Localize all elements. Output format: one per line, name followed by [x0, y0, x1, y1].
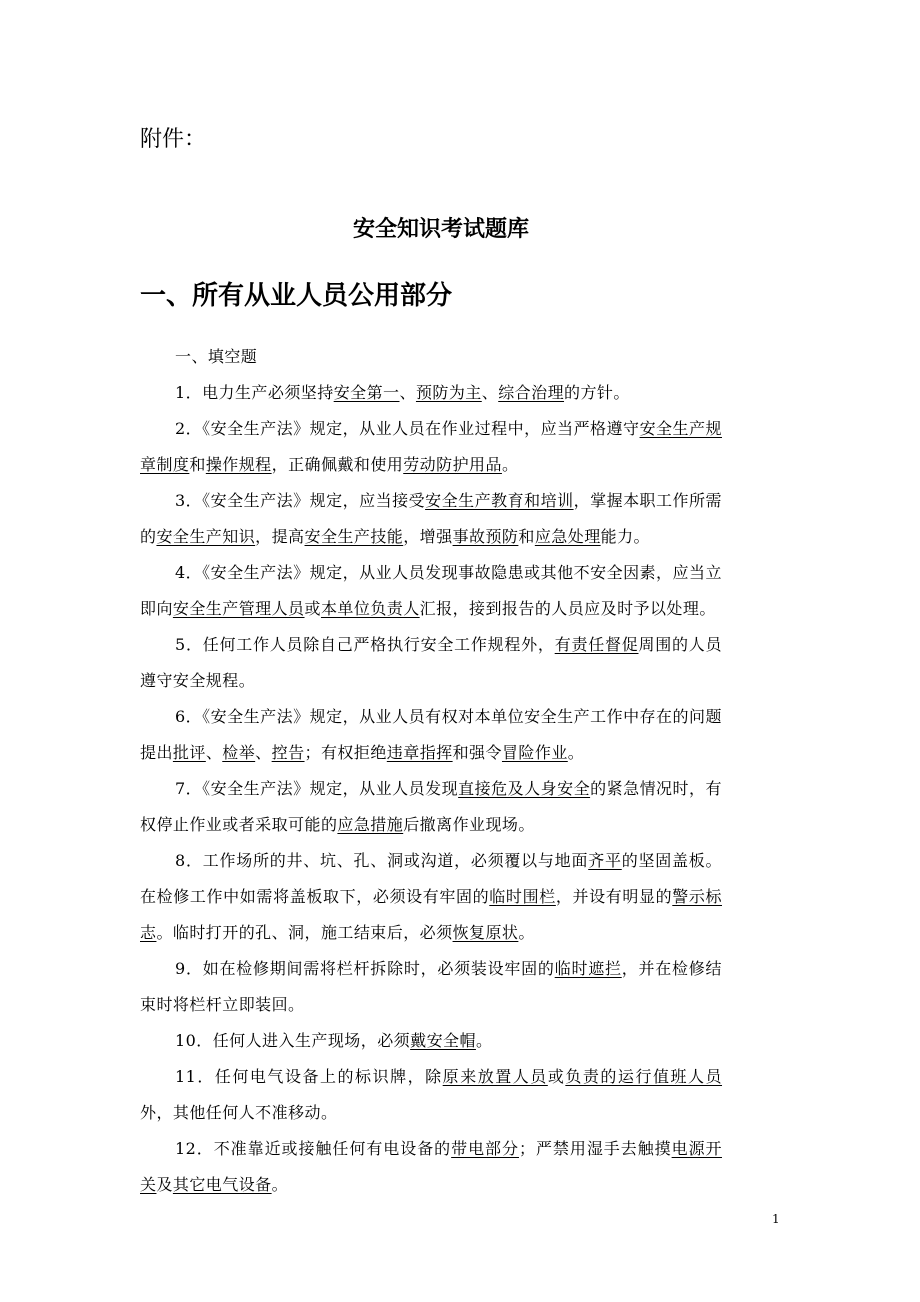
question-text: 周围的人员遵守安全规程。 — [140, 635, 722, 690]
question-text: 外，其他任何人不准移动。 — [140, 1103, 338, 1122]
question-list — [140, 375, 722, 1203]
question-text: 或 — [304, 599, 321, 618]
question-text: ，并在检修结束时将栏杆立即装回。 — [140, 959, 722, 1014]
question-item — [140, 375, 722, 411]
question-text: 。 — [271, 1175, 289, 1194]
answer-blank: 带电部分 — [451, 1139, 519, 1158]
question-text: 。 — [567, 743, 585, 762]
question-text: ，正确佩戴和使用 — [271, 455, 404, 474]
question-text: 9．如在检修期间需将栏杆拆除时，必须装设牢固的 — [175, 959, 555, 978]
attachment-label: 附件： — [140, 127, 207, 152]
question-text: 7．《安全生产法》规定，从业人员发现 — [175, 779, 459, 798]
answer-blank: 安全生产知识 — [156, 527, 256, 546]
question-item — [140, 411, 722, 483]
answer-blank: 劳动防护用品 — [403, 455, 502, 474]
section-heading: 一、所有从业人员公用部分 — [140, 281, 453, 311]
question-text: 或 — [547, 1067, 566, 1086]
answer-blank: 事故预防 — [452, 527, 519, 546]
question-text: ；有权拒绝 — [304, 743, 387, 762]
answer-blank: 安全第一 — [333, 383, 400, 402]
answer-blank: 直接危及人身安全 — [458, 779, 591, 798]
answer-blank: 本单位负责人 — [320, 599, 420, 618]
question-text: ，增强 — [403, 527, 453, 546]
question-item — [140, 483, 722, 555]
question-item — [140, 771, 722, 843]
question-text: 汇报，接到报告的人员应及时予以处理。 — [419, 599, 716, 618]
subsection-heading: 一、填空题 — [175, 347, 258, 366]
answer-blank: 控告 — [271, 743, 305, 762]
question-text: ；严禁用湿手去触摸 — [518, 1139, 672, 1158]
question-text: 的紧急情况时，有权停止作业或者采取可能的 — [140, 779, 722, 834]
question-text: 后撤离作业现场。 — [403, 815, 535, 834]
question-text: 、 — [481, 383, 499, 402]
question-text: 10．任何人进入生产现场，必须 — [175, 1031, 411, 1050]
answer-blank: 齐平 — [588, 851, 622, 870]
document-body — [140, 339, 722, 1203]
question-item — [140, 627, 722, 699]
question-item — [140, 555, 722, 627]
question-text: ，并设有明显的 — [555, 887, 673, 906]
question-text: ，提高 — [255, 527, 305, 546]
question-text: ，掌握本职工作所需的 — [140, 491, 722, 546]
answer-blank: 安全生产教育和培训 — [425, 491, 574, 510]
question-text: 。 — [518, 923, 535, 942]
question-text: 6．《安全生产法》规定，从业人员有权对本单位安全生产工作中存在的问题提出 — [140, 707, 722, 762]
answer-blank: 警示标志 — [140, 887, 722, 942]
answer-blank: 恢复原状 — [452, 923, 519, 942]
answer-blank: 有责任督促 — [554, 635, 639, 654]
question-text: 的坚固盖板。在检修工作中如需将盖板取下，必须设有牢固的 — [140, 851, 723, 906]
document-title: 安全知识考试题库 — [352, 216, 529, 242]
question-item — [140, 843, 722, 951]
question-item — [140, 1023, 722, 1059]
question-text: 1．电力生产必须坚持 — [175, 383, 334, 402]
answer-blank: 其它电气设备 — [172, 1175, 272, 1194]
question-item — [140, 951, 722, 1023]
answer-blank: 违章指挥 — [386, 743, 453, 762]
question-text: 和强令 — [452, 743, 502, 762]
question-text: 5．任何工作人员除自己严格执行安全工作规程外， — [175, 635, 555, 654]
answer-blank: 原来放置人员 — [442, 1067, 548, 1086]
question-text: 12．不准靠近或接触任何有电设备的 — [175, 1139, 452, 1158]
answer-blank: 应急措施 — [337, 815, 404, 834]
question-text: 、 — [399, 383, 416, 402]
question-text: 能力。 — [600, 527, 651, 546]
answer-blank: 批评 — [172, 743, 206, 762]
question-text: 11．任何电气设备上的标识牌，除 — [175, 1067, 443, 1086]
answer-blank: 临时围栏 — [489, 887, 556, 906]
question-item — [140, 1059, 722, 1131]
answer-blank: 预防为主 — [415, 383, 482, 402]
question-text: 。 — [501, 455, 519, 474]
answer-blank: 安全生产规章制度 — [140, 419, 722, 474]
answer-blank: 戴安全帽 — [410, 1031, 476, 1050]
question-text: 。 — [475, 1031, 493, 1050]
question-text: 的方针。 — [564, 383, 630, 402]
question-text: 和 — [189, 455, 206, 474]
answer-blank: 负责的运行值班人员 — [565, 1067, 723, 1086]
question-text: 、 — [205, 743, 223, 762]
answer-blank: 临时遮拦 — [554, 959, 622, 978]
question-item — [140, 699, 722, 771]
question-text: 4．《安全生产法》规定，从业人员发现事故隐患或其他不安全因素，应当立即向 — [140, 563, 722, 618]
answer-blank: 检举 — [222, 743, 256, 762]
answer-blank: 应急处理 — [534, 527, 601, 546]
question-text: 3．《安全生产法》规定，应当接受 — [175, 491, 426, 510]
page-number: 1 — [772, 1212, 780, 1226]
question-text: 2．《安全生产法》规定，从业人员在作业过程中，应当严格遵守 — [175, 419, 640, 438]
question-text: 和 — [518, 527, 535, 546]
question-text: 。临时打开的孔、洞，施工结束后，必须 — [156, 923, 453, 942]
answer-blank: 综合治理 — [498, 383, 565, 402]
answer-blank: 安全生产技能 — [304, 527, 404, 546]
question-text: 及 — [156, 1175, 173, 1194]
question-text: 、 — [255, 743, 272, 762]
question-text: 8．工作场所的井、坑、孔、洞或沟道，必须覆以与地面 — [175, 851, 589, 870]
question-item — [140, 1131, 722, 1203]
answer-blank: 电源开关 — [140, 1139, 722, 1194]
answer-blank: 冒险作业 — [501, 743, 568, 762]
answer-blank: 操作规程 — [205, 455, 272, 474]
answer-blank: 安全生产管理人员 — [172, 599, 305, 618]
